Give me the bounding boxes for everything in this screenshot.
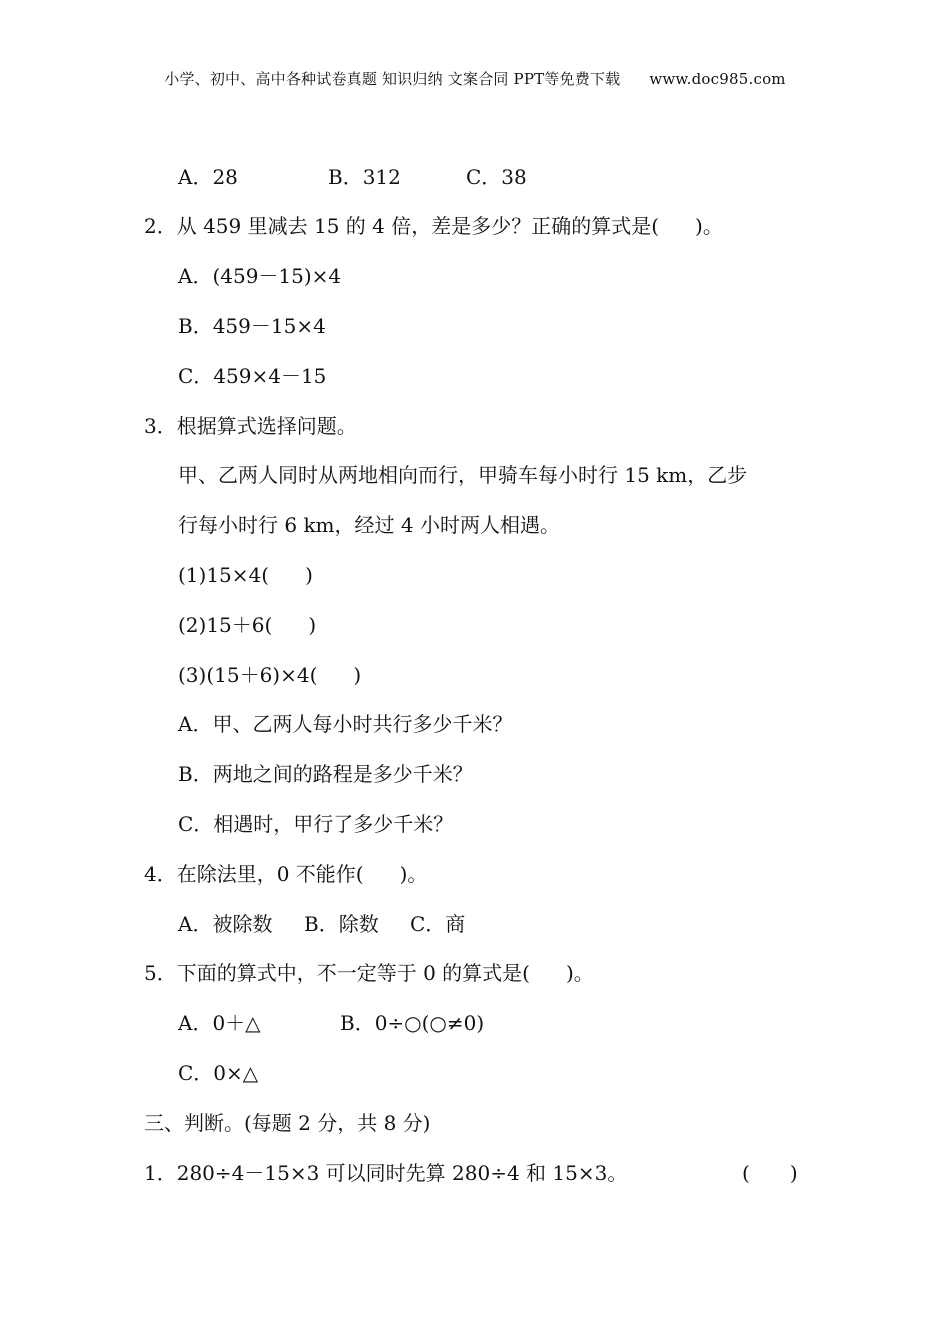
q4-options [178,912,465,936]
q5-option-c: C．0×△ [178,1061,259,1085]
q3-sub-2 [178,613,316,637]
page-header [0,68,950,89]
q3-sub-1-expr: (1)15×4( [178,563,270,587]
q5-option-b: B．0÷○(○≠0) [340,1011,485,1035]
header-site: www.doc985.com [649,70,786,88]
section3-title: 三、判断。(每题 2 分，共 8 分) [144,1111,431,1135]
q3-sub-1-end: ) [305,563,313,587]
q3-sub-2-expr: (2)15＋6( [178,613,273,637]
q4-option-c: C．商 [410,912,466,936]
q3-context-line1: 甲、乙两人同时从两地相向而行，甲骑车每小时行 15 km，乙步 [178,463,748,487]
q4-option-b: B．除数 [304,912,379,936]
q5-options-row1 [178,1011,484,1035]
q5-stem [144,961,594,985]
paren-close: ) [789,1161,798,1185]
q2-option-b: B．459－15×4 [178,314,326,338]
q3-option-c: C．相遇时，甲行了多少千米？ [178,812,454,836]
q1-option-c: C．38 [466,165,527,189]
q3-stem: 3．根据算式选择问题。 [144,414,357,438]
q3-sub-3-end: ) [353,663,362,687]
q5-stem-end: )。 [565,961,594,985]
header-text: 小学、初中、高中各种试卷真题 知识归纳 文案合同 PPT等免费下载 [164,70,621,88]
q5-option-a: A．0＋△ [178,1011,261,1035]
q2-stem-text: 2．从 459 里减去 15 的 4 倍，差是多少？正确的算式是( [144,214,660,238]
q5-stem-text: 5．下面的算式中，不一定等于 0 的算式是( [144,961,530,985]
q1-option-a: A．28 [178,165,238,189]
q4-option-a: A．被除数 [178,912,273,936]
q3-option-b: B．两地之间的路程是多少千米？ [178,762,473,786]
section3-q1-answer-paren [742,1161,798,1185]
q3-sub-3-expr: (3)(15＋6)×4( [178,663,318,687]
q3-option-a: A．甲、乙两人每小时共行多少千米？ [178,712,513,736]
q3-sub-1 [178,563,313,587]
q1-options [178,165,527,189]
q3-sub-3 [178,663,361,687]
q3-context-line2: 行每小时行 6 km，经过 4 小时两人相遇。 [178,513,560,537]
q3-sub-2-end: ) [308,613,317,637]
section3-q1: 1．280÷4－15×3 可以同时先算 280÷4 和 15×3。 [144,1161,628,1185]
q2-option-a: A．(459－15)×4 [178,264,342,288]
q2-option-c: C．459×4－15 [178,364,327,388]
q2-stem [144,214,723,238]
paren-open: ( [742,1161,750,1185]
q1-option-b: B．312 [328,165,401,189]
q4-stem [144,862,427,886]
q4-stem-text: 4．在除法里，0 不能作( [144,862,364,886]
q2-stem-end: )。 [695,214,723,238]
q4-stem-end: )。 [399,862,428,886]
